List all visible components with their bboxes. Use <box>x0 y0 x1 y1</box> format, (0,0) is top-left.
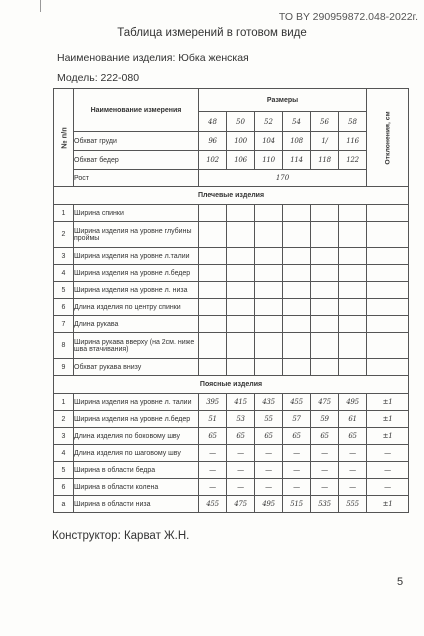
value-cell: 51 <box>199 411 227 428</box>
section-header-shoulder: Плечевые изделия <box>54 187 409 205</box>
value-cell: 96 <box>199 132 227 151</box>
value-cell <box>227 359 255 376</box>
value-cell <box>367 205 409 222</box>
value-cell <box>255 333 283 359</box>
value-cell: 104 <box>255 132 283 151</box>
value-cell: — <box>339 479 367 496</box>
column-header-number: № п/п <box>54 89 74 187</box>
value-cell <box>339 222 367 248</box>
table-row <box>54 132 409 151</box>
document-code: ТО BY 290959872.048-2022г. <box>278 11 418 23</box>
value-cell <box>311 333 339 359</box>
row-number: 4 <box>54 445 74 462</box>
value-cell <box>283 248 311 265</box>
value-cell: 555 <box>339 496 367 513</box>
value-cell: — <box>199 479 227 496</box>
value-cell <box>339 265 367 282</box>
value-cell: 59 <box>311 411 339 428</box>
value-cell: 535 <box>311 496 339 513</box>
value-cell <box>255 205 283 222</box>
value-cell: 57 <box>283 411 311 428</box>
value-cell: 475 <box>311 394 339 411</box>
size-cell: 48 <box>199 112 227 132</box>
value-cell: 415 <box>227 394 255 411</box>
value-cell: 435 <box>255 394 283 411</box>
size-cell: 58 <box>339 112 367 132</box>
value-cell: 65 <box>199 428 227 445</box>
row-number: 6 <box>54 479 74 496</box>
value-cell: — <box>199 462 227 479</box>
row-number: 3 <box>54 248 74 265</box>
table-row <box>54 205 409 222</box>
row-number: 1 <box>54 205 74 222</box>
value-cell: — <box>227 462 255 479</box>
table-row <box>54 359 409 376</box>
value-cell <box>339 359 367 376</box>
table-row <box>54 428 409 445</box>
value-cell: — <box>227 479 255 496</box>
value-cell: 455 <box>199 496 227 513</box>
value-cell <box>367 333 409 359</box>
value-cell <box>367 222 409 248</box>
value-cell: — <box>283 445 311 462</box>
value-cell <box>339 205 367 222</box>
measurement-table <box>53 88 409 513</box>
row-label: Ширина изделия на уровне л.талии <box>74 248 199 265</box>
value-cell: 114 <box>283 151 311 170</box>
value-cell <box>255 222 283 248</box>
value-cell <box>283 299 311 316</box>
deviation-cell: ±1 <box>367 394 409 411</box>
row-number: 5 <box>54 462 74 479</box>
value-cell <box>199 222 227 248</box>
size-cell: 54 <box>283 112 311 132</box>
value-cell <box>255 265 283 282</box>
value-cell <box>199 359 227 376</box>
value-cell <box>339 316 367 333</box>
value-cell: 515 <box>283 496 311 513</box>
value-cell: 475 <box>227 496 255 513</box>
value-cell <box>283 265 311 282</box>
value-cell <box>255 359 283 376</box>
table-row <box>54 333 409 359</box>
row-label: Обхват рукава внизу <box>74 359 199 376</box>
value-cell: 106 <box>227 151 255 170</box>
row-label: Обхват бедер <box>74 151 199 170</box>
value-cell: 102 <box>199 151 227 170</box>
value-cell: 1/ <box>311 132 339 151</box>
table-row <box>54 462 409 479</box>
column-header-deviation: Отклонения, см <box>367 89 409 187</box>
row-number: 1 <box>54 394 74 411</box>
value-cell <box>311 205 339 222</box>
value-cell: — <box>255 445 283 462</box>
value-cell <box>227 265 255 282</box>
row-label: Длина изделия по боковому шву <box>74 428 199 445</box>
value-cell <box>311 222 339 248</box>
table-row <box>54 265 409 282</box>
row-label: Ширина изделия на уровне л.бедер <box>74 265 199 282</box>
deviation-cell: ±1 <box>367 496 409 513</box>
row-number: 8 <box>54 333 74 359</box>
row-label: Длина рукава <box>74 316 199 333</box>
value-cell <box>283 282 311 299</box>
value-cell: — <box>311 462 339 479</box>
constructor-signature: Конструктор: Карват Ж.Н. <box>52 530 190 542</box>
value-cell <box>199 265 227 282</box>
value-cell: 61 <box>339 411 367 428</box>
value-cell <box>311 316 339 333</box>
table-row <box>54 316 409 333</box>
size-cell: 52 <box>255 112 283 132</box>
table-row <box>54 222 409 248</box>
table-row <box>54 411 409 428</box>
value-cell <box>199 316 227 333</box>
row-label: Ширина рукава вверху (на 2см. ниже шва втачивания) <box>74 333 199 359</box>
row-label: Ширина изделия на уровне л. низа <box>74 282 199 299</box>
row-number: 2 <box>54 411 74 428</box>
value-cell <box>255 282 283 299</box>
value-cell <box>311 248 339 265</box>
row-label: Ширина спинки <box>74 205 199 222</box>
value-cell <box>311 359 339 376</box>
value-cell: 65 <box>311 428 339 445</box>
value-cell <box>311 299 339 316</box>
value-cell: 53 <box>227 411 255 428</box>
table-row <box>54 496 409 513</box>
growth-value: 170 <box>199 170 367 187</box>
value-cell <box>199 248 227 265</box>
value-cell: 395 <box>199 394 227 411</box>
value-cell <box>227 333 255 359</box>
row-label: Ширина изделия на уровне л.бедер <box>74 411 199 428</box>
value-cell: — <box>199 445 227 462</box>
table-row <box>54 445 409 462</box>
value-cell <box>227 282 255 299</box>
row-number: 2 <box>54 222 74 248</box>
value-cell <box>283 205 311 222</box>
value-cell <box>255 316 283 333</box>
value-cell <box>255 299 283 316</box>
value-cell <box>227 299 255 316</box>
value-cell <box>367 282 409 299</box>
row-number: 4 <box>54 265 74 282</box>
value-cell: — <box>255 479 283 496</box>
value-cell: 108 <box>283 132 311 151</box>
deviation-cell: — <box>367 479 409 496</box>
table-row <box>54 394 409 411</box>
table-row <box>54 151 409 170</box>
value-cell <box>283 316 311 333</box>
size-cell: 56 <box>311 112 339 132</box>
row-number: 9 <box>54 359 74 376</box>
value-cell <box>367 359 409 376</box>
value-cell <box>227 248 255 265</box>
value-cell <box>311 265 339 282</box>
deviation-cell: ±1 <box>367 411 409 428</box>
value-cell <box>367 316 409 333</box>
value-cell: 110 <box>255 151 283 170</box>
value-cell: 495 <box>255 496 283 513</box>
row-label: Длина изделия по шаговому шву <box>74 445 199 462</box>
corner-mark <box>40 0 41 12</box>
value-cell <box>227 205 255 222</box>
value-cell <box>199 205 227 222</box>
row-label: Обхват груди <box>74 132 199 151</box>
value-cell: — <box>311 479 339 496</box>
row-number: 3 <box>54 428 74 445</box>
value-cell: 118 <box>311 151 339 170</box>
table-row <box>54 282 409 299</box>
row-number: 6 <box>54 299 74 316</box>
row-label: Длина изделия по центру спинки <box>74 299 199 316</box>
value-cell: — <box>339 445 367 462</box>
row-number: 7 <box>54 316 74 333</box>
value-cell: 116 <box>339 132 367 151</box>
value-cell <box>283 222 311 248</box>
value-cell: 65 <box>255 428 283 445</box>
value-cell: — <box>311 445 339 462</box>
row-label: Ширина в области бедра <box>74 462 199 479</box>
value-cell <box>199 299 227 316</box>
value-cell <box>283 333 311 359</box>
value-cell: 65 <box>339 428 367 445</box>
section-header-waist: Поясные изделия <box>54 376 409 394</box>
value-cell: 495 <box>339 394 367 411</box>
value-cell <box>367 299 409 316</box>
value-cell <box>311 282 339 299</box>
value-cell <box>255 248 283 265</box>
value-cell <box>339 333 367 359</box>
row-label: Рост <box>74 170 199 187</box>
value-cell: 65 <box>227 428 255 445</box>
value-cell <box>199 333 227 359</box>
value-cell <box>339 282 367 299</box>
value-cell: — <box>255 462 283 479</box>
page-number: 5 <box>397 576 404 588</box>
deviation-cell: — <box>367 462 409 479</box>
column-header-sizes: Размеры <box>199 89 367 112</box>
value-cell: 100 <box>227 132 255 151</box>
product-name: Наименование изделия: Юбка женская <box>57 52 249 64</box>
row-number: 5 <box>54 282 74 299</box>
value-cell <box>227 222 255 248</box>
value-cell: 455 <box>283 394 311 411</box>
value-cell <box>339 299 367 316</box>
value-cell: 122 <box>339 151 367 170</box>
value-cell <box>283 359 311 376</box>
value-cell <box>199 282 227 299</box>
value-cell: — <box>283 479 311 496</box>
row-label: Ширина в области колена <box>74 479 199 496</box>
value-cell <box>339 248 367 265</box>
value-cell: 65 <box>283 428 311 445</box>
value-cell: — <box>339 462 367 479</box>
size-cell: 50 <box>227 112 255 132</box>
value-cell <box>227 316 255 333</box>
row-number: a <box>54 496 74 513</box>
deviation-cell: ±1 <box>367 428 409 445</box>
value-cell: — <box>283 462 311 479</box>
deviation-cell: — <box>367 445 409 462</box>
table-row <box>54 479 409 496</box>
table-row <box>54 248 409 265</box>
row-label: Ширина изделия на уровне глубины проймы <box>74 222 199 248</box>
row-label: Ширина изделия на уровне л. талии <box>74 394 199 411</box>
model-number: Модель: 222-080 <box>57 72 140 84</box>
value-cell: — <box>227 445 255 462</box>
row-label: Ширина в области низа <box>74 496 199 513</box>
value-cell: 55 <box>255 411 283 428</box>
document-title: Таблица измерений в готовом виде <box>117 27 307 39</box>
value-cell <box>367 248 409 265</box>
column-header-name: Наименование измерения <box>74 89 199 132</box>
table-row <box>54 299 409 316</box>
table-row <box>54 170 409 187</box>
value-cell <box>367 265 409 282</box>
